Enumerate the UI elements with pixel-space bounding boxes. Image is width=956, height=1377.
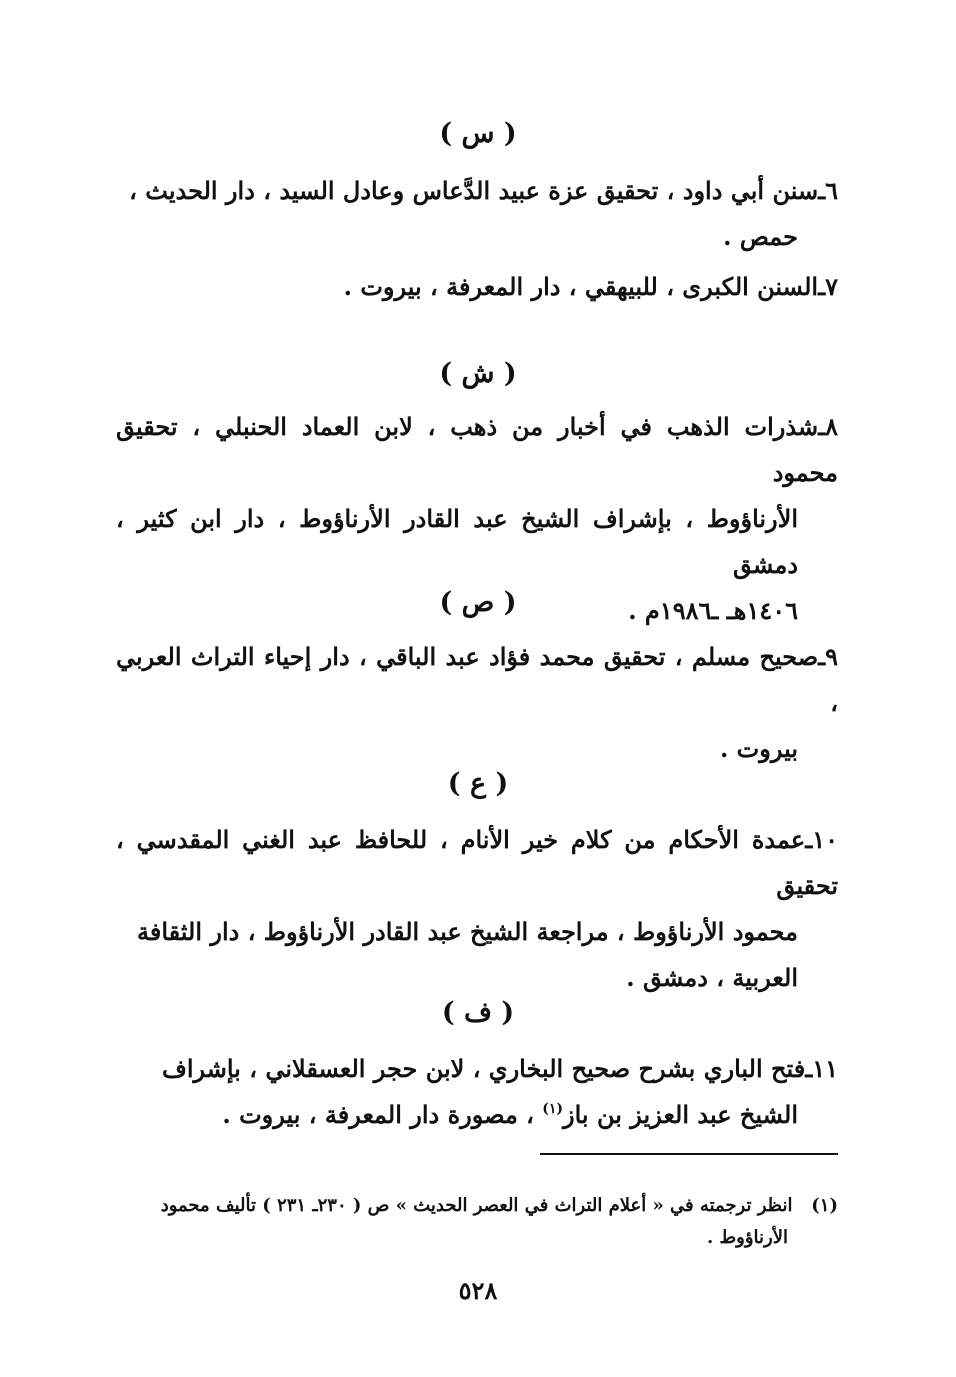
entry-text-line3: العربية ، دمشق . bbox=[626, 963, 798, 992]
entry-number: ٨ـ bbox=[818, 412, 839, 441]
entry-number: ١١ـ bbox=[805, 1054, 838, 1083]
entry-11 bbox=[116, 1046, 838, 1138]
entry-number: ٩ـ bbox=[818, 642, 838, 671]
entry-text-line1: السنن الكبرى ، للبيهقي ، دار المعرفة ، بيروت . bbox=[343, 272, 819, 301]
section-heading-fa: ( ف ) bbox=[441, 997, 515, 1028]
entry-9 bbox=[116, 634, 838, 772]
entry-6 bbox=[116, 168, 838, 260]
entry-text-line2-part2: ، مصورة دار المعرفة ، بيروت . bbox=[222, 1100, 543, 1129]
entry-text-line1: صحيح مسلم ، تحقيق محمد فؤاد عبد الباقي ، دار إحياء التراث العربي ، bbox=[116, 642, 838, 717]
entry-number: ١٠ـ bbox=[805, 825, 838, 854]
entry-number: ٧ـ bbox=[818, 272, 838, 301]
entry-text-line1: فتح الباري بشرح صحيح البخاري ، لابن حجر العسقلاني ، بإشراف bbox=[161, 1054, 806, 1083]
entry-10 bbox=[116, 817, 838, 1001]
footnote-text-line2: الأرناؤوط . bbox=[706, 1227, 788, 1248]
entry-text-line2 bbox=[116, 1092, 838, 1138]
entry-text-line2: محمود الأرناؤوط ، مراجعة الشيخ عبد القادر الأرناؤوط ، دار الثقافة bbox=[137, 917, 798, 946]
entry-text-line2: بيروت . bbox=[719, 734, 798, 763]
entry-text-line3: ١٤٠٦هـ ـ١٩٨٦م . bbox=[628, 596, 798, 625]
entry-text-line1: شذرات الذهب في أخبار من ذهب ، لابن العماد الحنبلي ، تحقيق محمود bbox=[116, 412, 838, 487]
entry-text-line1: عمدة الأحكام من كلام خير الأنام ، للحافظ عبد الغني المقدسي ، تحقيق bbox=[116, 825, 838, 900]
entry-text-line2: الأرناؤوط ، بإشراف الشيخ عبد القادر الأرناؤوط ، دار ابن كثير ، دمشق bbox=[116, 504, 799, 579]
entry-text-line1: سنن أبي داود ، تحقيق عزة عبيد الدَّعاس وعادل السيد ، دار الحديث ، bbox=[129, 176, 819, 205]
page-number: ٥٢٨ bbox=[458, 1276, 498, 1305]
entry-text-line2: حمص . bbox=[723, 222, 798, 251]
footnote-reference[interactable]: (١) bbox=[542, 1101, 564, 1117]
footnote-text-line1: انظر ترجمته في « أعلام التراث في العصر الحديث » ص ( ٢٣٠ـ ٢٣١ ) تأليف محمود bbox=[160, 1195, 793, 1216]
section-heading-sad: ( ص ) bbox=[439, 587, 517, 618]
section-heading-sin: ( س ) bbox=[439, 118, 517, 149]
entry-7 bbox=[116, 264, 838, 310]
footnote-marker: (١) bbox=[811, 1195, 838, 1216]
entry-text-line2-part1: الشيخ عبد العزيز بن باز bbox=[563, 1100, 798, 1129]
footnote bbox=[116, 1190, 838, 1254]
footnote-divider bbox=[540, 1153, 838, 1155]
section-heading-ain: ( ع ) bbox=[447, 768, 509, 799]
section-heading-shin: ( ش ) bbox=[439, 358, 517, 389]
entry-number: ٦ـ bbox=[818, 176, 838, 205]
